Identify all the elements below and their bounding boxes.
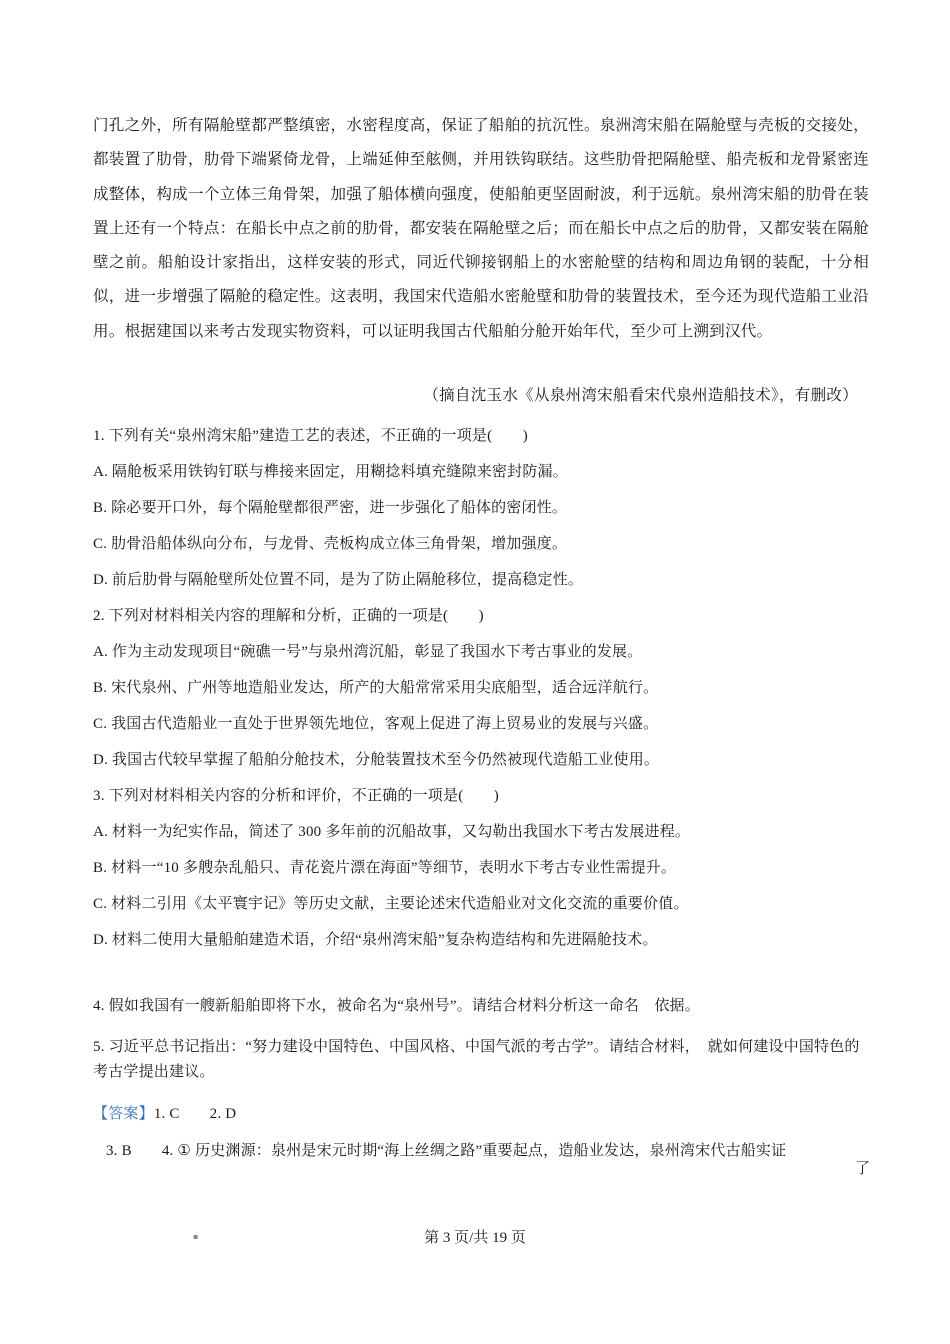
- question-1-option-d: D. 前后肋骨与隔舱壁所处位置不同，是为了防止隔舱移位，提高稳定性。: [93, 572, 584, 588]
- question-3-option-b: B. 材料一“10 多艘杂乱船只、青花瓷片漂在海面”等细节，表明水下考古专业性需提升。: [93, 860, 677, 876]
- passage-text: 门孔之外，所有隔舱壁都严整缜密，水密程度高，保证了船舶的抗沉性。泉洲湾宋船在隔舱壁与壳板的交接处，都装置了肋骨，肋骨下端紧倚龙骨，上端延伸至舷侧，并用铁钩联结。这些肋骨把隔舱壁、船壳板和龙骨紧密连成整体，构成一个立体三角骨架，加强了船体横向强度，使船舶更坚固耐波，利于远航。泉州湾宋船的肋骨在装置上还有一个特点：在船长中点之前的肋骨，都安装在隔舱壁之后；而在船长中点之后的肋骨，又都安装在隔舱壁之前。船舶设计家指出，这样安装的形式，同近代铆接钢船上的水密舱壁的结构和周边角钢的装配，十分相似，进一步增强了隔舱的稳定性。这表明，我国宋代造船水密舱壁和肋骨的装置技术，至今还为现代造船工业沿用。根据建国以来考古发现实物资料，可以证明我国古代船舶分舱开始年代，至少可上溯到汉代。: [93, 116, 869, 340]
- question-3-option-c: C. 材料二引用《太平寰宇记》等历史文献，主要论述宋代造船业对文化交流的重要价值。: [93, 896, 689, 912]
- answer-label: 【答案】: [93, 1106, 154, 1122]
- question-2-option-c: C. 我国古代造船业一直处于世界领先地位，客观上促进了海上贸易业的发展与兴盛。: [93, 716, 659, 732]
- question-4: 4. 假如我国有一艘新船舶即将下水，被命名为“泉州号”。请结合材料分析这一命名 依据。: [93, 998, 700, 1014]
- question-2-option-a: A. 作为主动发现项目“碗礁一号”与泉州湾沉船，彰显了我国水下考古事业的发展。: [93, 644, 643, 660]
- answer-line-2: [106, 1139, 786, 1160]
- question-3-option-d: D. 材料二使用大量船舶建造术语，介绍“泉州湾宋船”复杂构造结构和先进隔舱技术。: [93, 932, 658, 948]
- answer-4-continuation: 了: [855, 1161, 871, 1177]
- footer-dot: ▪: [193, 1232, 199, 1241]
- answer-1: 1. C: [153, 1106, 180, 1122]
- question-2-option-d: D. 我国古代较早掌握了船舶分舱技术，分舱装置技术至今仍然被现代造船工业使用。: [93, 752, 660, 768]
- question-1-option-b: B. 除必要开口外，每个隔舱壁都很严密，进一步强化了船体的密闭性。: [93, 500, 568, 516]
- question-2-option-b: B. 宋代泉州、广州等地造船业发达，所产的大船常常采用尖底船型，适合远洋航行。: [93, 680, 659, 696]
- question-1-stem: 1. 下列有关“泉州湾宋船”建造工艺的表述，不正确的一项是( ): [93, 428, 528, 444]
- question-3-option-a: A. 材料一为纪实作品，简述了 300 多年前的沉船故事，又勾勒出我国水下考古发展进程。: [93, 824, 691, 840]
- answer-4: 4. ① 历史渊源：泉州是宋元时期“海上丝绸之路”重要起点，造船业发达，泉州湾宋代古船实证: [161, 1143, 787, 1159]
- question-2-stem: 2. 下列对材料相关内容的理解和分析，正确的一项是( ): [93, 608, 484, 624]
- answer-3: 3. B: [106, 1143, 132, 1159]
- page-number: 第 3 页/共 19 页: [424, 1230, 526, 1246]
- question-3-stem: 3. 下列对材料相关内容的分析和评价，不正确的一项是( ): [93, 788, 499, 804]
- answer-2: 2. D: [209, 1106, 237, 1122]
- question-1-option-a: A. 隔舱板采用铁钩钉联与榫接来固定，用糊捻料填充缝隙来密封防漏。: [93, 464, 568, 480]
- question-1-option-c: C. 肋骨沿船体纵向分布，与龙骨、壳板构成立体三角骨架，增加强度。: [93, 536, 568, 552]
- passage-source: （摘自沈玉水《从泉州湾宋船看宋代泉州造船技术》，有删改）: [423, 386, 858, 404]
- answer-line-1: [93, 1102, 236, 1123]
- question-5: 5. 习近平总书记指出：“努力建设中国特色、中国风格、中国气派的考古学”。请结合材料， 就如何建设中国特色的考古学提出建议。: [93, 1039, 860, 1080]
